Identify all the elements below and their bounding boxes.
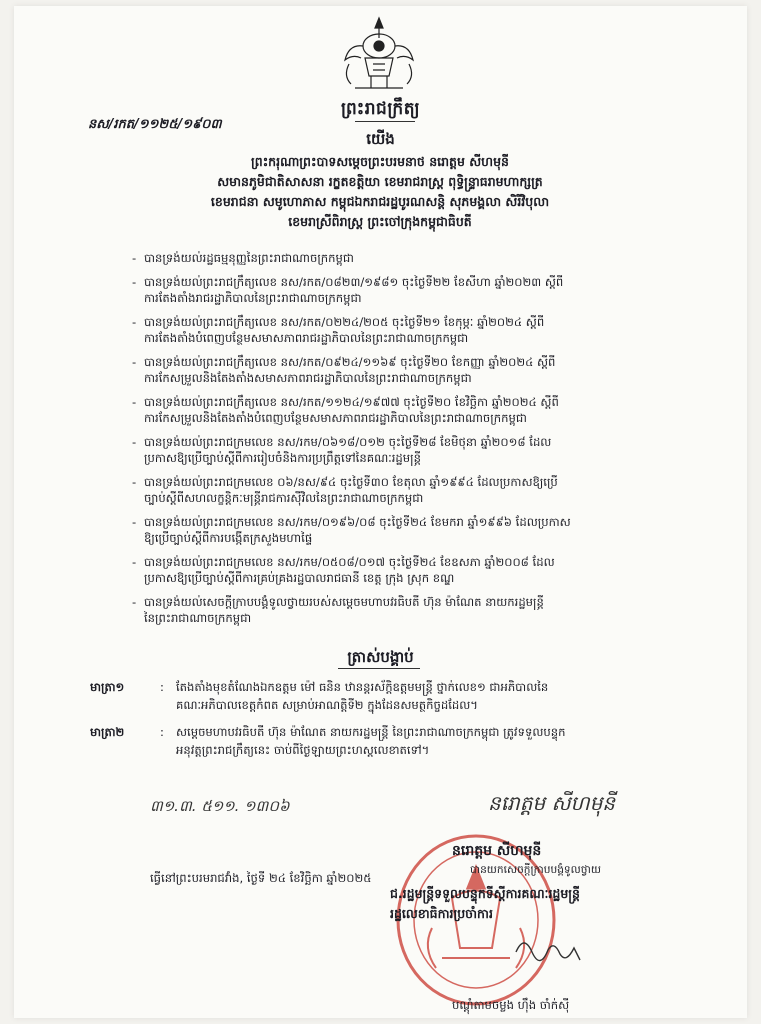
consideration-line: បានទ្រង់យល់ព្រះរាជក្រឹត្យលេខ នស/រកត/០៩២៤/១១៦៩ ចុះថ្ងៃទី២០ ខែកញ្ញា ឆ្នាំ២០២៤ ស្តីពី xyxy=(144,354,556,369)
consideration-line: ប្រកាសឱ្យប្រើច្បាប់ស្តីពីការគ្រប់គ្រងរដ្ឋបាលរាជធានី ខេត្ត ក្រុង ស្រុក ខណ្ឌ xyxy=(144,571,455,585)
place-date: ធ្វើនៅព្រះបរមរាជវាំង, ថ្ងៃទី ២៤ ខែវិច្ឆិកា ឆ្នាំ២០២៥ xyxy=(150,871,372,885)
copy-note: បណ្តុំតាមចម្លង ហ៊ឹង ចាំក់សុី xyxy=(452,998,570,1012)
consideration-item: - បានទ្រង់យល់ព្រះរាជក្រឹត្យលេខ នស/រកត/០៨២៣/១៩៨១ ចុះថ្ងៃទី២២ ខែសីហា ឆ្នាំ២០២៣ ស្តីពី ការតែងតាំងរាជរដ្ឋាភិបាលនៃព្រះរាជាណាចក្រកម្ពុជា xyxy=(132,274,692,307)
king-titles xyxy=(90,152,670,232)
consideration-line: បានទ្រង់យល់ព្រះរាជក្រឹត្យលេខ នស/រកត/១១២៤/១៩៧៧ ចុះថ្ងៃទី២០ ខែវិច្ឆិកា ឆ្នាំ២០២៤ ស្តីពី xyxy=(144,394,559,409)
countersign-line: ជ.រដ្ឋមន្ត្រីទទួលបន្ទុកទីស្តីការគណៈរដ្ឋមន្ត្រី xyxy=(390,886,580,901)
consideration-line: ការតែងតាំងរាជរដ្ឋាភិបាលនៃព្រះរាជាណាចក្រកម្ពុជា xyxy=(144,291,362,305)
consideration-line: ឱ្យប្រើច្បាប់ស្តីពីការបង្កើតក្រសួងមហាផ្ទៃ xyxy=(144,531,313,545)
royal-signature: នរោត្តម សីហមុនី xyxy=(488,791,615,815)
article-1: មាត្រា១ : តែងតាំងមុខតំណែងឯកឧត្តម ម៉ៅ ធនិន ឋានន្តរស័ក្តិឧត្តមមន្ត្រី ថ្នាក់លេខ១ ជាអភិបាលនៃ គណៈអភិបាលខេត្តកំពត សម្រាប់អាណត្តិទី២ ក្នុងដែនសមត្ថកិច្ចដដែល។ xyxy=(90,678,692,714)
consideration-item: - បានទ្រង់យល់រដ្ឋធម្មនុញ្ញនៃព្រះរាជាណាចក្រកម្ពុជា xyxy=(132,250,692,266)
royal-emblem-icon xyxy=(335,14,423,96)
article-line: សម្តេចមហាបវរធិបតី ហ៊ុន ម៉ាណែត នាយករដ្ឋមន្ត្រី នៃព្រះរាជាណាចក្រកម្ពុជា ត្រូវទទួលបន្ទុក xyxy=(176,725,566,739)
consideration-item: - បានទ្រង់យល់ព្រះរាជក្រមលេខ ០៦/នស/៩៤ ចុះថ្ងៃទី៣០ ខែតុលា ឆ្នាំ១៩៩៤ ដែលប្រកាសឱ្យប្រើ ច្បាប់ស្តីពីសហលក្ខន្តិកៈមន្ត្រីរាជការស៊ីវិលនៃព្រះរាជាណាចក្រកម្ពុជា xyxy=(132,474,692,507)
consideration-line: បានទ្រង់យល់សេចក្តីក្រាបបង្គំទូលថ្វាយរបស់សម្តេចមហាបវរធិបតី ហ៊ុន ម៉ាណែត នាយករដ្ឋមន្ត្រី xyxy=(144,594,544,609)
consideration-item: - បានទ្រង់យល់ព្រះរាជក្រឹត្យលេខ នស/រកត/១១២៤/១៩៧៧ ចុះថ្ងៃទី២០ ខែវិច្ឆិកា ឆ្នាំ២០២៤ ស្តីពី ការកែសម្រួលនិងតែងតាំងបំពេញបន្ថែមសមាសភាពរាជរដ្ឋាភិបាលនៃព្រះរាជាណាចក្រកម្ពុជា xyxy=(132,394,692,427)
article-line: អនុវត្តព្រះរាជក្រឹត្យនេះ ចាប់ពីថ្ងៃឡាយព្រះហស្តលេខាតទៅ។ xyxy=(176,743,430,757)
countersign-line: រដ្ឋលេខាធិការប្រចាំការ xyxy=(390,906,493,921)
consideration-line: បានទ្រង់យល់ព្រះរាជក្រមលេខ ០៦/នស/៩៤ ចុះថ្ងៃទី៣០ ខែតុលា ឆ្នាំ១៩៩៤ ដែលប្រកាសឱ្យប្រើ xyxy=(144,474,558,489)
consideration-line: ការតែងតាំងបំពេញបន្ថែមសមាសភាពរាជរដ្ឋាភិបាលនៃព្រះរាជាណាចក្រកម្ពុជា xyxy=(144,331,469,345)
article-label: មាត្រា២ xyxy=(90,725,125,739)
consideration-line: បានទ្រង់យល់រដ្ឋធម្មនុញ្ញនៃព្រះរាជាណាចក្រកម្ពុជា xyxy=(144,251,354,265)
considerations-list xyxy=(132,250,692,634)
king-title-line: ព្រះករុណាព្រះបាទសម្តេចព្រះបរមនាថ នរោត្តម សីហមុនី xyxy=(251,154,509,169)
reference-number: នស/រកត/១១២៥/១៩០៣ xyxy=(88,117,222,132)
king-title-line: ខេមរាស្រីពិរាស្ត្រ ព្រះចៅក្រុងកម្ពុជាធិបតី xyxy=(288,214,472,229)
article-2: មាត្រា២ : សម្តេចមហាបវរធិបតី ហ៊ុន ម៉ាណែត នាយករដ្ឋមន្ត្រី នៃព្រះរាជាណាចក្រកម្ពុជា ត្រូវទទួលបន្ទុក អនុវត្តព្រះរាជក្រឹត្យនេះ ចាប់ពីថ្ងៃឡាយព្រះហស្តលេខាតទៅ។ xyxy=(90,723,692,759)
handwritten-initials-icon xyxy=(514,930,584,970)
consideration-item: - បានទ្រង់យល់ព្រះរាជក្រមលេខ នស/រកម/០១៩៦/០៨ ចុះថ្ងៃទី២៤ ខែមករា ឆ្នាំ១៩៩៦ ដែលប្រកាស ឱ្យប្រើច្បាប់ស្តីពីការបង្កើតក្រសួងមហាផ្ទៃ xyxy=(132,514,692,547)
decree-underline xyxy=(338,668,420,669)
signer-name: នរោត្តម សីហមុនី xyxy=(452,843,542,859)
consideration-line: ការកែសម្រួលនិងតែងតាំងសមាសភាពរាជរដ្ឋាភិបាលនៃព្រះរាជាណាចក្រកម្ពុជា xyxy=(144,371,472,385)
consideration-item: - បានទ្រង់យល់ព្រះរាជក្រឹត្យលេខ នស/រកត/០២២៤/២០៥ ចុះថ្ងៃទី២១ ខែកុម្ភៈ ឆ្នាំ២០២៤ ស្តីពី ការតែងតាំងបំពេញបន្ថែមសមាសភាពរាជរដ្ឋាភិបាលនៃព្រះរាជាណាចក្រកម្ពុជា xyxy=(132,314,692,347)
article-label: មាត្រា១ xyxy=(90,680,125,694)
consideration-item: - បានទ្រង់យល់សេចក្តីក្រាបបង្គំទូលថ្វាយរបស់សម្តេចមហាបវរធិបតី ហ៊ុន ម៉ាណែត នាយករដ្ឋមន្ត្រី នៃព្រះរាជាណាចក្រកម្ពុជា xyxy=(132,594,692,627)
consideration-line: បានទ្រង់យល់ព្រះរាជក្រឹត្យលេខ នស/រកត/០២២៤/២០៥ ចុះថ្ងៃទី២១ ខែកុម្ភៈ ឆ្នាំ២០២៤ ស្តីពី xyxy=(144,314,545,329)
article-line: តែងតាំងមុខតំណែងឯកឧត្តម ម៉ៅ ធនិន ឋានន្តរស័ក្តិឧត្តមមន្ត្រី ថ្នាក់លេខ១ ជាអភិបាលនៃ xyxy=(176,680,549,694)
consideration-item: - បានទ្រង់យល់ព្រះរាជក្រមលេខ នស/រកម/០៦១៨/០១២ ចុះថ្ងៃទី២៨ ខែមិថុនា ឆ្នាំ២០១៨ ដែល ប្រកាសឱ្យប្រើច្បាប់ស្តីពីការរៀបចំនិងការប្រព្រឹត្តទៅនៃគណៈរដ្ឋមន្ត្រី xyxy=(132,434,692,467)
king-title-line: សមានភូមិជាតិសាសនា រក្ខតខត្តិយា ខេមរាជរាស្ត្រ ពុទ្ធិន្ទ្រាធរាមហាក្សត្រ xyxy=(217,174,543,189)
consideration-line: បានទ្រង់យល់ព្រះរាជក្រមលេខ នស/រកម/០៦១៨/០១២ ចុះថ្ងៃទី២៨ ខែមិថុនា ឆ្នាំ២០១៨ ដែល xyxy=(144,434,552,449)
consideration-item: - បានទ្រង់យល់ព្រះរាជក្រឹត្យលេខ នស/រកត/០៩២៤/១១៦៩ ចុះថ្ងៃទី២០ ខែកញ្ញា ឆ្នាំ២០២៤ ស្តីពី ការកែសម្រួលនិងតែងតាំងសមាសភាពរាជរដ្ឋាភិបាលនៃព្រះរាជាណាចក្រកម្ពុជា xyxy=(132,354,692,387)
decree-heading: ត្រាស់បង្គាប់ xyxy=(347,648,414,666)
consideration-line: បានទ្រង់យល់ព្រះរាជក្រមលេខ នស/រកម/០១៩៦/០៨ ចុះថ្ងៃទី២៤ ខែមករា ឆ្នាំ១៩៩៦ ដែលប្រកាស xyxy=(144,514,571,529)
consideration-line: បានទ្រង់យល់ព្រះរាជក្រឹត្យលេខ នស/រកត/០៨២៣/១៩៨១ ចុះថ្ងៃទី២២ ខែសីហា ឆ្នាំ២០២៣ ស្តីពី xyxy=(144,274,564,289)
article-line: គណៈអភិបាលខេត្តកំពត សម្រាប់អាណត្តិទី២ ក្នុងដែនសមត្ថកិច្ចដដែល។ xyxy=(176,698,478,712)
consideration-line: ប្រកាសឱ្យប្រើច្បាប់ស្តីពីការរៀបចំនិងការប្រព្រឹត្តទៅនៃគណៈរដ្ឋមន្ត្រី xyxy=(144,451,421,465)
pali-date: ៣១.៣. ៥១១. ១៣០៦ xyxy=(150,797,290,815)
consideration-line: ច្បាប់ស្តីពីសហលក្ខន្តិកៈមន្ត្រីរាជការស៊ីវិលនៃព្រះរាជាណាចក្រកម្ពុជា xyxy=(144,491,424,505)
we-heading: យើង xyxy=(366,130,395,148)
consideration-line: បានទ្រង់យល់ព្រះរាជក្រមលេខ នស/រកម/០៥០៨/០១៧ ចុះថ្ងៃទី២៤ ខែឧសភា ឆ្នាំ២០០៨ ដែល xyxy=(144,554,555,569)
page-title: ព្រះរាជក្រឹត្យ xyxy=(340,99,421,119)
consideration-line: ការកែសម្រួលនិងតែងតាំងបំពេញបន្ថែមសមាសភាពរាជរដ្ឋាភិបាលនៃព្រះរាជាណាចក្រកម្ពុជា xyxy=(144,411,527,425)
king-title-line: ខេមរាជនា សមូហោភាស កម្ពុជឯករាជរដ្ឋបូរណសន្តិ សុភមង្គលា សិរីវិបុលា xyxy=(210,194,550,209)
title-underline xyxy=(355,121,415,122)
countersign-block xyxy=(390,884,580,924)
consideration-line: នៃព្រះរាជាណាចក្រកម្ពុជា xyxy=(144,611,252,625)
consideration-item: - បានទ្រង់យល់ព្រះរាជក្រមលេខ នស/រកម/០៥០៨/០១៧ ចុះថ្ងៃទី២៤ ខែឧសភា ឆ្នាំ២០០៨ ដែល ប្រកាសឱ្យប្រើច្បាប់ស្តីពីការគ្រប់គ្រងរដ្ឋបាលរាជធានី ខេត្ត ក្រុង ស្រុក ខណ្ឌ xyxy=(132,554,692,587)
submission-note: បានយកសេចក្តីក្រាបបង្គំទូលថ្វាយ xyxy=(470,864,601,876)
